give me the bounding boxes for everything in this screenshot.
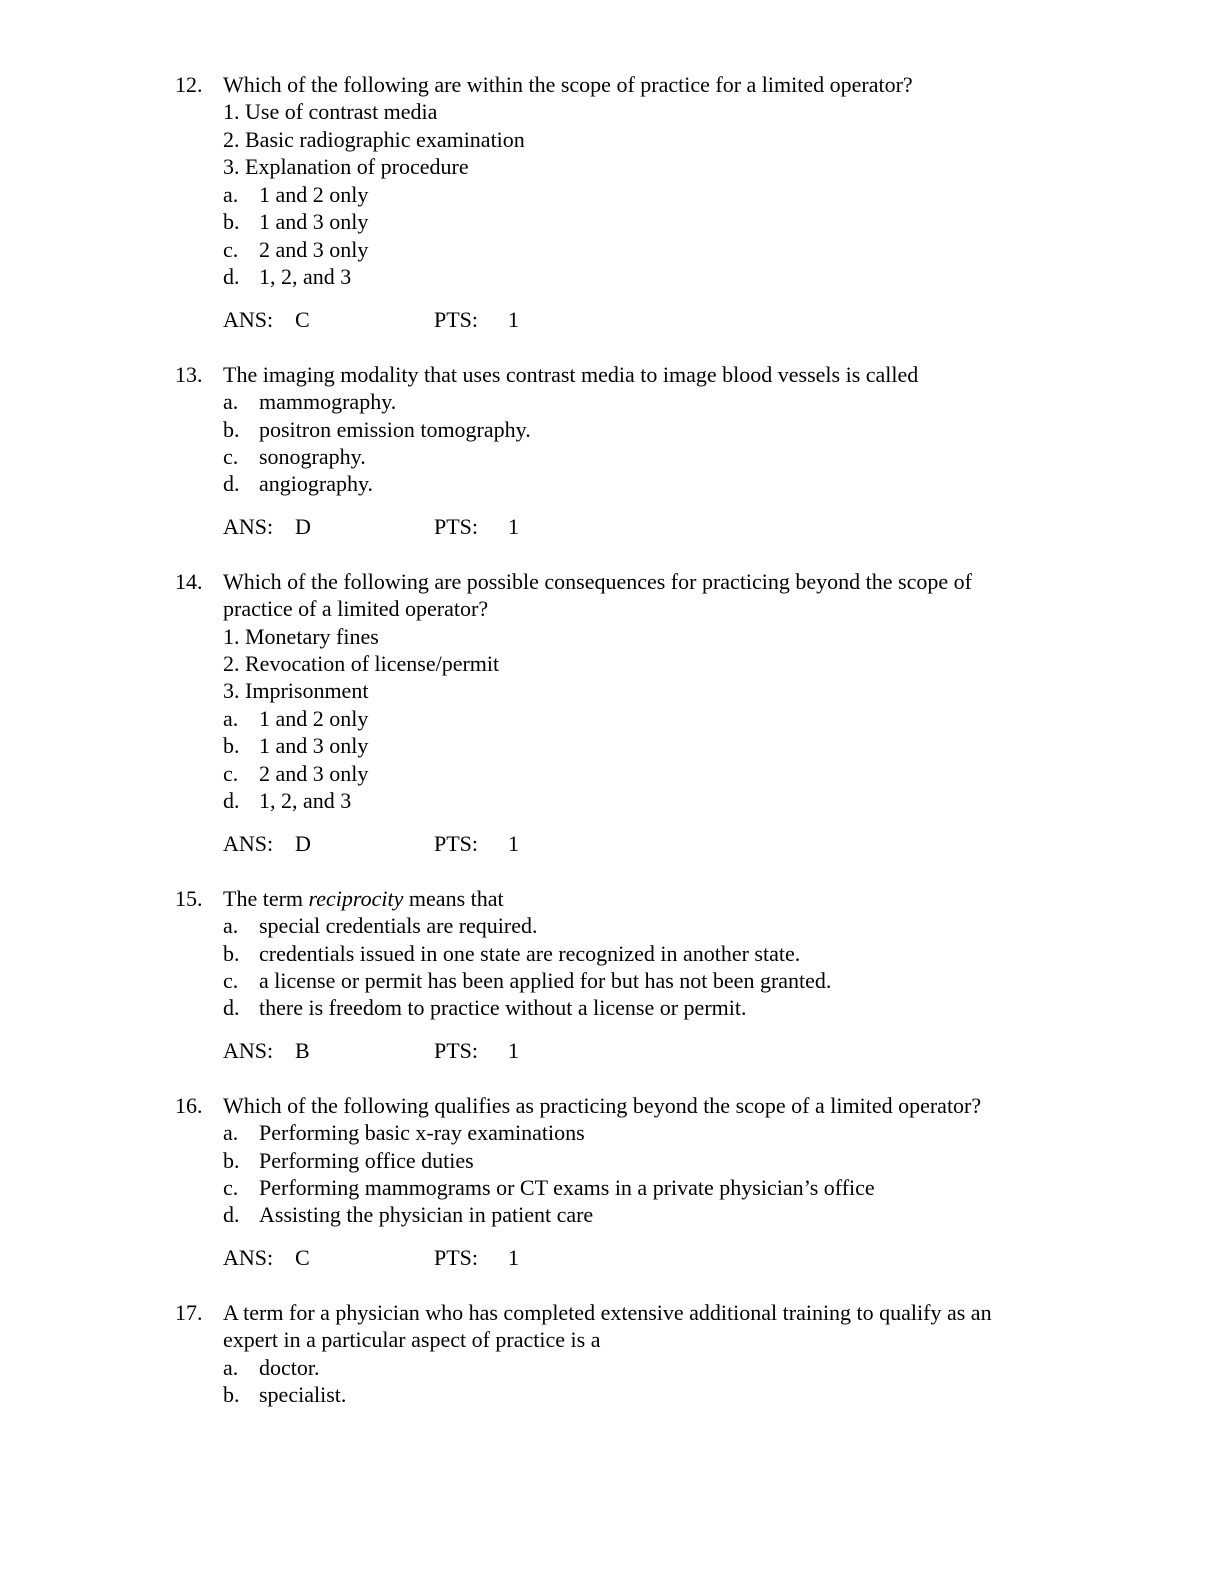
option-letter: b. <box>223 209 240 234</box>
option-text: 1 and 3 only <box>259 733 369 758</box>
points-value: 1 <box>508 1245 519 1270</box>
option-text: positron emission tomography. <box>259 417 531 442</box>
points-label: PTS: <box>434 514 479 539</box>
option-letter: c. <box>223 761 239 786</box>
question-number: 13. <box>175 362 203 387</box>
option-letter: d. <box>223 264 240 289</box>
option-letter: d. <box>223 788 240 813</box>
points-value: 1 <box>508 831 519 856</box>
answer-value: C <box>295 307 310 332</box>
question-stem: The imaging modality that uses contrast media to image blood vessels is called <box>223 362 919 387</box>
answer-label: ANS: <box>223 514 274 539</box>
answer-value: B <box>295 1038 310 1063</box>
option-text: Performing office duties <box>259 1148 474 1173</box>
numbered-item: 2. Revocation of license/permit <box>223 651 500 676</box>
numbered-item: 2. Basic radiographic examination <box>223 127 525 152</box>
question-stem-line-2: practice of a limited operator? <box>223 596 489 621</box>
option-text: sonography. <box>259 444 366 469</box>
stem-italic-term: reciprocity <box>308 886 404 911</box>
question-stem <box>223 885 504 913</box>
points-value: 1 <box>508 1038 519 1063</box>
option-text: angiography. <box>259 471 374 496</box>
question-number: 12. <box>175 72 203 97</box>
question-stem-line-1: A term for a physician who has completed extensive additional training to qualify as an <box>223 1300 992 1325</box>
points-label: PTS: <box>434 307 479 332</box>
option-letter: a. <box>223 389 239 414</box>
answer-value: D <box>295 831 311 856</box>
option-text: there is freedom to practice without a license or permit. <box>259 995 747 1020</box>
answer-value: D <box>295 514 311 539</box>
option-letter: b. <box>223 1382 240 1407</box>
option-letter: d. <box>223 471 240 496</box>
question-stem-line-2: expert in a particular aspect of practice is a <box>223 1327 601 1352</box>
option-letter: b. <box>223 1148 240 1173</box>
option-letter: a. <box>223 1355 239 1380</box>
option-text: Performing basic x-ray examinations <box>259 1120 585 1145</box>
option-text: Assisting the physician in patient care <box>259 1202 594 1227</box>
points-label: PTS: <box>434 1245 479 1270</box>
numbered-item: 1. Monetary fines <box>223 624 379 649</box>
option-text: 1, 2, and 3 <box>259 264 352 289</box>
answer-label: ANS: <box>223 1038 274 1063</box>
option-text: 1 and 2 only <box>259 706 369 731</box>
option-text: Performing mammograms or CT exams in a private physician’s office <box>259 1175 875 1200</box>
question-number: 14. <box>175 569 203 594</box>
question-stem: Which of the following qualifies as practicing beyond the scope of a limited operator? <box>223 1093 982 1118</box>
option-text: doctor. <box>259 1355 320 1380</box>
option-text: 1 and 3 only <box>259 209 369 234</box>
question-number: 16. <box>175 1093 203 1118</box>
option-text: 2 and 3 only <box>259 237 369 262</box>
answer-label: ANS: <box>223 307 274 332</box>
option-text: special credentials are required. <box>259 913 538 938</box>
answer-label: ANS: <box>223 831 274 856</box>
option-letter: a. <box>223 706 239 731</box>
option-letter: d. <box>223 995 240 1020</box>
question-number: 15. <box>175 886 203 911</box>
question-stem: Which of the following are within the scope of practice for a limited operator? <box>223 72 913 97</box>
stem-text-after: means that <box>403 886 504 911</box>
numbered-item: 1. Use of contrast media <box>223 99 438 124</box>
option-letter: c. <box>223 237 239 262</box>
option-text: 1 and 2 only <box>259 182 369 207</box>
question-stem-line-1: Which of the following are possible consequences for practicing beyond the scope of <box>223 569 972 594</box>
question-number: 17. <box>175 1300 203 1325</box>
option-letter: c. <box>223 1175 239 1200</box>
points-label: PTS: <box>434 831 479 856</box>
option-text: a license or permit has been applied for but has not been granted. <box>259 968 832 993</box>
option-letter: b. <box>223 417 240 442</box>
option-letter: a. <box>223 182 239 207</box>
option-text: credentials issued in one state are recognized in another state. <box>259 941 801 966</box>
points-value: 1 <box>508 307 519 332</box>
option-text: mammography. <box>259 389 397 414</box>
option-text: 1, 2, and 3 <box>259 788 352 813</box>
numbered-item: 3. Imprisonment <box>223 678 369 703</box>
answer-value: C <box>295 1245 310 1270</box>
option-letter: b. <box>223 733 240 758</box>
option-text: specialist. <box>259 1382 347 1407</box>
option-letter: b. <box>223 941 240 966</box>
points-value: 1 <box>508 514 519 539</box>
option-letter: c. <box>223 968 239 993</box>
points-label: PTS: <box>434 1038 479 1063</box>
option-letter: a. <box>223 913 239 938</box>
answer-label: ANS: <box>223 1245 274 1270</box>
option-letter: c. <box>223 444 239 469</box>
numbered-item: 3. Explanation of procedure <box>223 154 469 179</box>
stem-text-before: The term <box>223 886 309 911</box>
option-text: 2 and 3 only <box>259 761 369 786</box>
option-letter: a. <box>223 1120 239 1145</box>
option-letter: d. <box>223 1202 240 1227</box>
